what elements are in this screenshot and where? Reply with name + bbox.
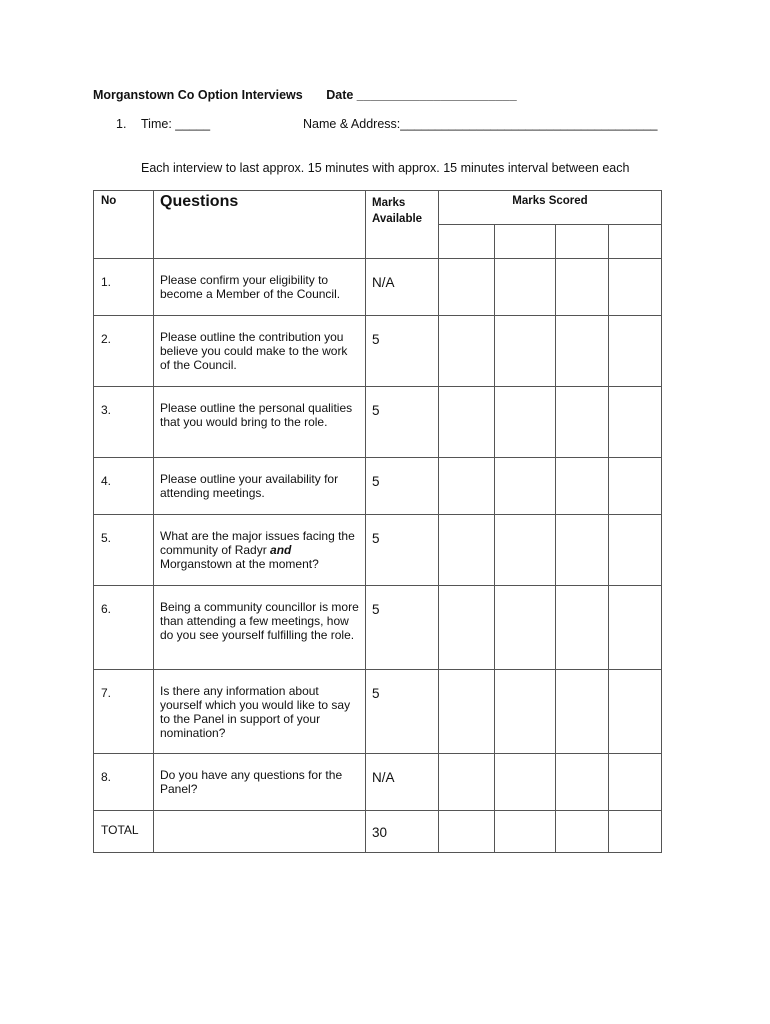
score-cell[interactable]	[556, 670, 609, 754]
row-number: 3.	[94, 387, 154, 458]
score-cell[interactable]	[609, 259, 662, 316]
score-cell[interactable]	[609, 670, 662, 754]
score-cell[interactable]	[495, 458, 556, 515]
header-marks-line1: Marks	[372, 197, 406, 209]
question-text: Being a community councillor is more than attending a few meetings, how do you see yourself fulfilling the role.	[154, 586, 366, 670]
score-cell[interactable]	[556, 316, 609, 387]
score-cell[interactable]	[609, 586, 662, 670]
question-row	[94, 316, 662, 387]
score-cell[interactable]	[556, 586, 609, 670]
question-row	[94, 754, 662, 811]
marks-available: 5	[366, 586, 439, 670]
score-header-cell	[495, 225, 556, 259]
interview-questions-table	[93, 190, 662, 853]
time-number: 1.	[116, 117, 127, 131]
total-marks: 30	[366, 811, 439, 853]
header-no: No	[94, 191, 154, 259]
score-cell[interactable]	[439, 515, 495, 586]
total-label: TOTAL	[94, 811, 154, 853]
question-row	[94, 515, 662, 586]
question-row	[94, 387, 662, 458]
date-field-label: Date _______________________	[326, 88, 517, 102]
score-cell[interactable]	[495, 259, 556, 316]
row-number: 7.	[94, 670, 154, 754]
total-row	[94, 811, 662, 853]
question-text: Please outline the contribution you believe you could make to the work of the Council.	[154, 316, 366, 387]
score-cell[interactable]	[495, 316, 556, 387]
header-marks-scored: Marks Scored	[439, 191, 662, 225]
header-questions: Questions	[154, 191, 366, 259]
question-text: Please outline your availability for attending meetings.	[154, 458, 366, 515]
score-header-cell	[556, 225, 609, 259]
question-row	[94, 586, 662, 670]
score-cell[interactable]	[495, 586, 556, 670]
question-text-part: Morganstown at the moment?	[160, 557, 319, 571]
header-marks-available	[366, 191, 439, 259]
row-number: 4.	[94, 458, 154, 515]
question-row	[94, 458, 662, 515]
intro-text: Each interview to last approx. 15 minutes with approx. 15 minutes interval between each	[141, 161, 630, 175]
score-cell[interactable]	[439, 458, 495, 515]
marks-available: N/A	[366, 259, 439, 316]
row-number: 8.	[94, 754, 154, 811]
question-text: Is there any information about yourself which you would like to say to the Panel in support of your nomination?	[154, 670, 366, 754]
score-cell[interactable]	[609, 387, 662, 458]
form-title: Morganstown Co Option Interviews	[93, 88, 303, 102]
row-number: 1.	[94, 259, 154, 316]
score-header-cell	[439, 225, 495, 259]
marks-available: 5	[366, 458, 439, 515]
score-cell[interactable]	[556, 754, 609, 811]
score-cell[interactable]	[439, 811, 495, 853]
score-cell[interactable]	[495, 515, 556, 586]
score-cell[interactable]	[609, 316, 662, 387]
score-cell[interactable]	[495, 754, 556, 811]
score-cell[interactable]	[439, 387, 495, 458]
score-cell[interactable]	[556, 259, 609, 316]
total-question-cell	[154, 811, 366, 853]
question-text	[154, 515, 366, 586]
question-row	[94, 259, 662, 316]
score-cell[interactable]	[609, 515, 662, 586]
marks-available: 5	[366, 316, 439, 387]
name-address-field-label: Name & Address:_____________________________________	[303, 117, 658, 131]
row-number: 5.	[94, 515, 154, 586]
score-cell[interactable]	[609, 811, 662, 853]
score-cell[interactable]	[609, 458, 662, 515]
score-cell[interactable]	[556, 458, 609, 515]
score-cell[interactable]	[556, 515, 609, 586]
question-text-part: What are the major issues facing the community of Radyr	[160, 529, 355, 557]
row-number: 6.	[94, 586, 154, 670]
score-cell[interactable]	[439, 754, 495, 811]
row-number: 2.	[94, 316, 154, 387]
question-text: Do you have any questions for the Panel?	[154, 754, 366, 811]
question-text: Please outline the personal qualities that you would bring to the role.	[154, 387, 366, 458]
score-cell[interactable]	[495, 811, 556, 853]
score-cell[interactable]	[439, 259, 495, 316]
score-cell[interactable]	[439, 586, 495, 670]
marks-available: N/A	[366, 754, 439, 811]
score-cell[interactable]	[439, 316, 495, 387]
score-cell[interactable]	[439, 670, 495, 754]
score-cell[interactable]	[609, 754, 662, 811]
marks-available: 5	[366, 387, 439, 458]
score-cell[interactable]	[556, 387, 609, 458]
question-text-emphasis: and	[270, 543, 292, 557]
question-row	[94, 670, 662, 754]
marks-available: 5	[366, 670, 439, 754]
score-header-cell	[609, 225, 662, 259]
marks-available: 5	[366, 515, 439, 586]
question-text: Please confirm your eligibility to become a Member of the Council.	[154, 259, 366, 316]
form-header	[93, 88, 517, 102]
score-cell[interactable]	[495, 387, 556, 458]
score-cell[interactable]	[556, 811, 609, 853]
time-field-label: Time: _____	[141, 117, 211, 131]
header-marks-line2: Available	[372, 213, 423, 225]
score-cell[interactable]	[495, 670, 556, 754]
